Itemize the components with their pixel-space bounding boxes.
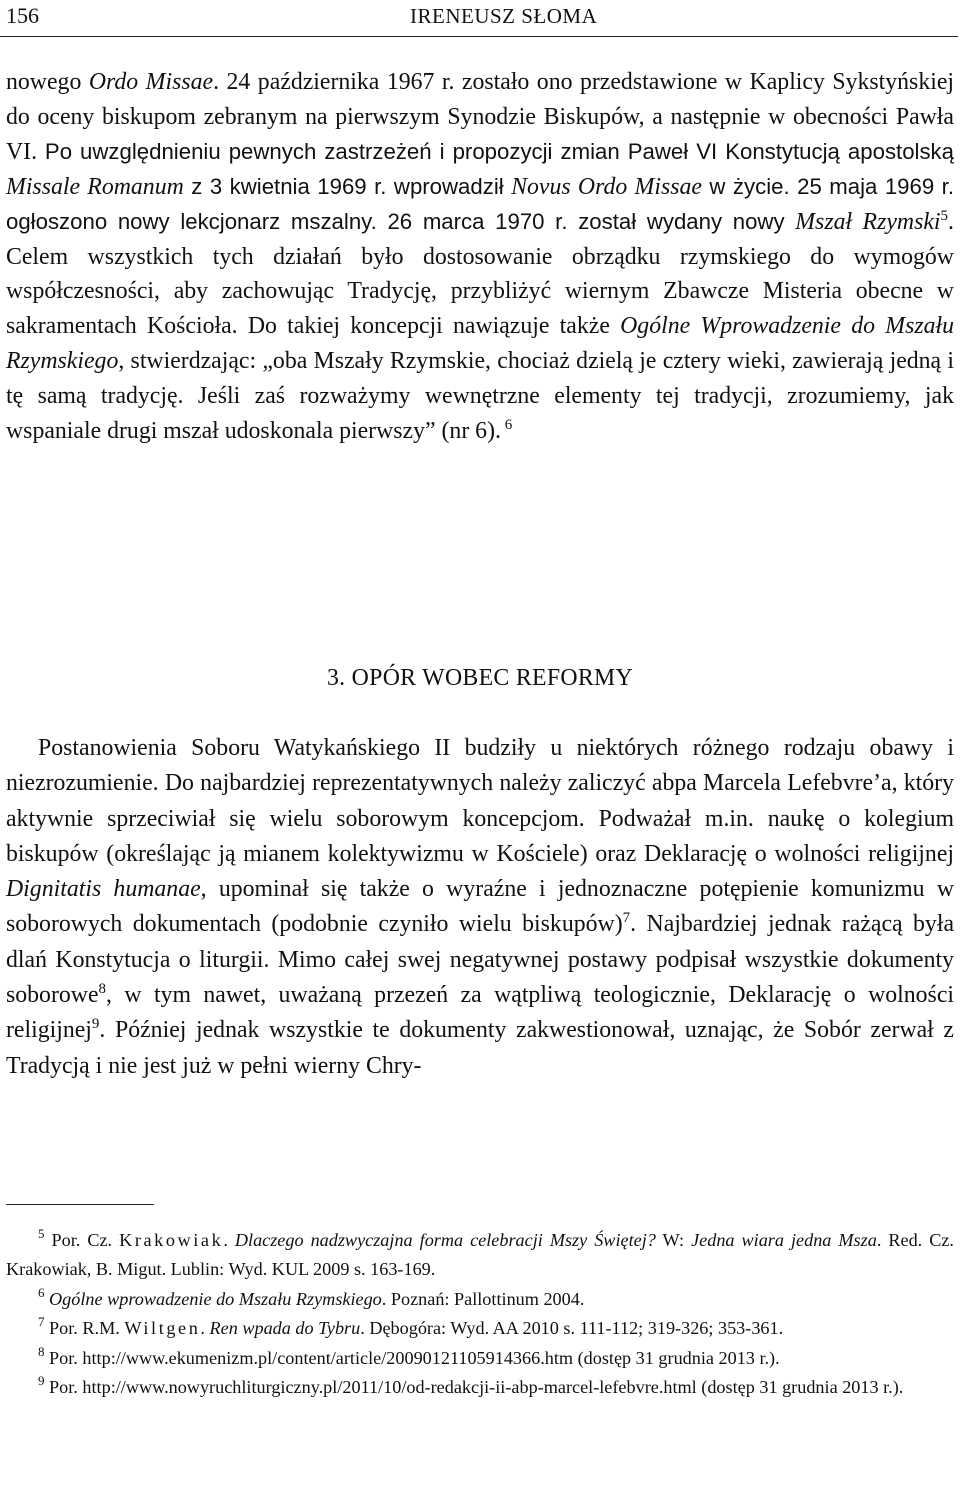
text-run: nowego	[6, 69, 89, 95]
text-run: .	[200, 1318, 210, 1339]
footnote-5	[6, 1226, 954, 1285]
text-run: W:	[655, 1230, 692, 1250]
footnote-number: 6	[38, 1284, 45, 1300]
text-run: . Najbardziej jednak rażącą była dlań Konstytucja o liturgii. Mimo całej swej negatywnej postawy podpisał wszystkie dokumenty soborowe	[6, 911, 955, 1009]
footnote-ref-5[interactable]: 5	[940, 207, 949, 224]
footnote-ref-7[interactable]: 7	[622, 910, 631, 927]
footnote-url-text: Por. http://www.ekumenizm.pl/content/article/20090121105914366.htm (dostęp 31 grudnia 2013 r.).	[44, 1347, 780, 1368]
italic-title: Ordo Missae	[88, 69, 214, 95]
italic-title: Jedna wiara jedna Msza	[691, 1230, 877, 1250]
text-run: Postanowienia Soboru Watykańskiego II budziły u niektórych różnego rodzaju obawy i niezrozumienie. Do najbardziej reprezentatywnych należy zaliczyć abpa Marcela Lefebvre’a, który aktywnie sprzeciwiał się wielu soborowym koncepcjom. Podważał m.in. naukę o kolegium biskupów (określając ją mianem kolektywizmu w Kościele) oraz Deklarację o wolności religijnej	[6, 735, 954, 867]
footnote-6	[6, 1285, 954, 1314]
running-head: IRENEUSZ SŁOMA	[410, 4, 598, 28]
text-run: z 3 kwietnia 1969 r. wprowadził	[183, 173, 512, 199]
footnote-9	[6, 1373, 954, 1402]
paragraph	[6, 65, 954, 449]
footnote-url-text: Por. http://www.nowyruchliturgiczny.pl/2011/10/od-redakcji-ii-abp-marcel-lefebvre.html (dostęp 31 grudnia 2013 r.).	[44, 1377, 904, 1398]
footnote-rule	[6, 1204, 154, 1205]
footnote-number: 5	[38, 1226, 45, 1241]
text-run: , w tym nawet, uważaną przezeń za wątpliwą teologicznie, Deklarację o wolności religijnej	[6, 982, 954, 1044]
text-run: . Celem wszystkich tych działań było dostosowanie obrządku rzymskiego do wymogów współczesności, aby zachowując Tradycję, przybliżyć wiernym Zbawcze Misteria obecne w sakramentach Kościoła. Do takiej koncepcji nawiązuje także	[6, 208, 954, 340]
footnote-number: 7	[38, 1314, 45, 1330]
page-header	[0, 0, 960, 36]
italic-title: Novus Ordo Missae	[511, 173, 702, 200]
footnotes	[6, 1226, 954, 1402]
text-run: Po uwzględnieniu pewnych zastrzeżeń i propozycji zmian Paweł VI Konstytucją apostolską	[44, 138, 954, 164]
text-run: Por. Cz.	[44, 1230, 120, 1250]
section-heading: 3. OPÓR WOBEC REFORMY	[326, 665, 633, 691]
text-run: .	[223, 1230, 235, 1250]
italic-title: Dignitatis humanae	[6, 876, 201, 903]
page-number: 156	[6, 3, 39, 28]
text-run: . Później jednak wszystkie te dokumenty zakwestionował, uznając, że Sobór zerwał z Tradycją i nie jest już w pełni wierny Chry-	[6, 1017, 954, 1079]
footnote-ref-9[interactable]: 9	[91, 1016, 100, 1033]
italic-title: Mszał Rzymski	[795, 208, 941, 235]
text-run: . Red. Cz. Krakowiak, B. Migut. Lublin: Wyd. KUL 2009 s. 163-169.	[6, 1230, 954, 1280]
text-run: . 24 października 1967 r. zostało ono przedstawione w Kaplicy Sykstyńskiej do oceny biskupom zebranym na pierwszym Synodzie Biskupów, a następnie w obecności Pawła VI.	[6, 69, 954, 165]
text-run: . Dębogóra: Wyd. AA 2010 s. 111-112; 319-326; 353-361.	[360, 1318, 784, 1339]
text-run: w życie. 25 maja 1969 r. ogłoszono nowy lekcjonarz mszalny. 26 marca 1970 r. został wydany nowy	[6, 173, 954, 234]
header-rule	[0, 36, 958, 37]
author-name: Wiltgen	[124, 1318, 201, 1339]
section-body	[6, 731, 954, 1084]
paragraph-continuation	[6, 65, 954, 449]
footnote-ref-6[interactable]: 6	[500, 417, 513, 434]
footnote-8	[6, 1344, 954, 1373]
text-run: . Poznań: Pallottinum 2004.	[381, 1288, 585, 1309]
author-name: Krakowiak	[119, 1230, 224, 1250]
paragraph	[6, 731, 954, 1084]
text-run: , stwierdzając: „oba Mszały Rzymskie, chociaż dzielą je cztery wieki, zawierają jedną i tę samą tradycję. Jeśli zaś rozważymy wewnętrzne elementy tej tradycji, zrozumiemy, jak wspaniale drugi mszał udoskonala pierwszy” (nr 6).	[6, 348, 954, 445]
footnote-number: 8	[38, 1343, 45, 1359]
italic-title: Ogólne Wprowadzenie do Mszału Rzymskiego	[6, 313, 955, 375]
italic-title: Ren wpada do Tybru	[209, 1318, 361, 1339]
italic-title: Ogólne wprowadzenie do Mszału Rzymskiego	[44, 1288, 382, 1309]
italic-title: Dlaczego nadzwyczajna forma celebracji Mszy Świętej?	[234, 1230, 656, 1250]
italic-title: Missale Romanum	[6, 173, 184, 200]
text-run: Por. R.M.	[44, 1318, 125, 1339]
text-run: , upominał się także o wyraźne i jednoznaczne potępienie komunizmu w soborowych dokumentach (podobnie czyniło wielu biskupów)	[6, 876, 954, 938]
footnote-7	[6, 1314, 954, 1343]
footnote-number: 9	[38, 1373, 45, 1389]
footnote-ref-8[interactable]: 8	[98, 981, 107, 998]
